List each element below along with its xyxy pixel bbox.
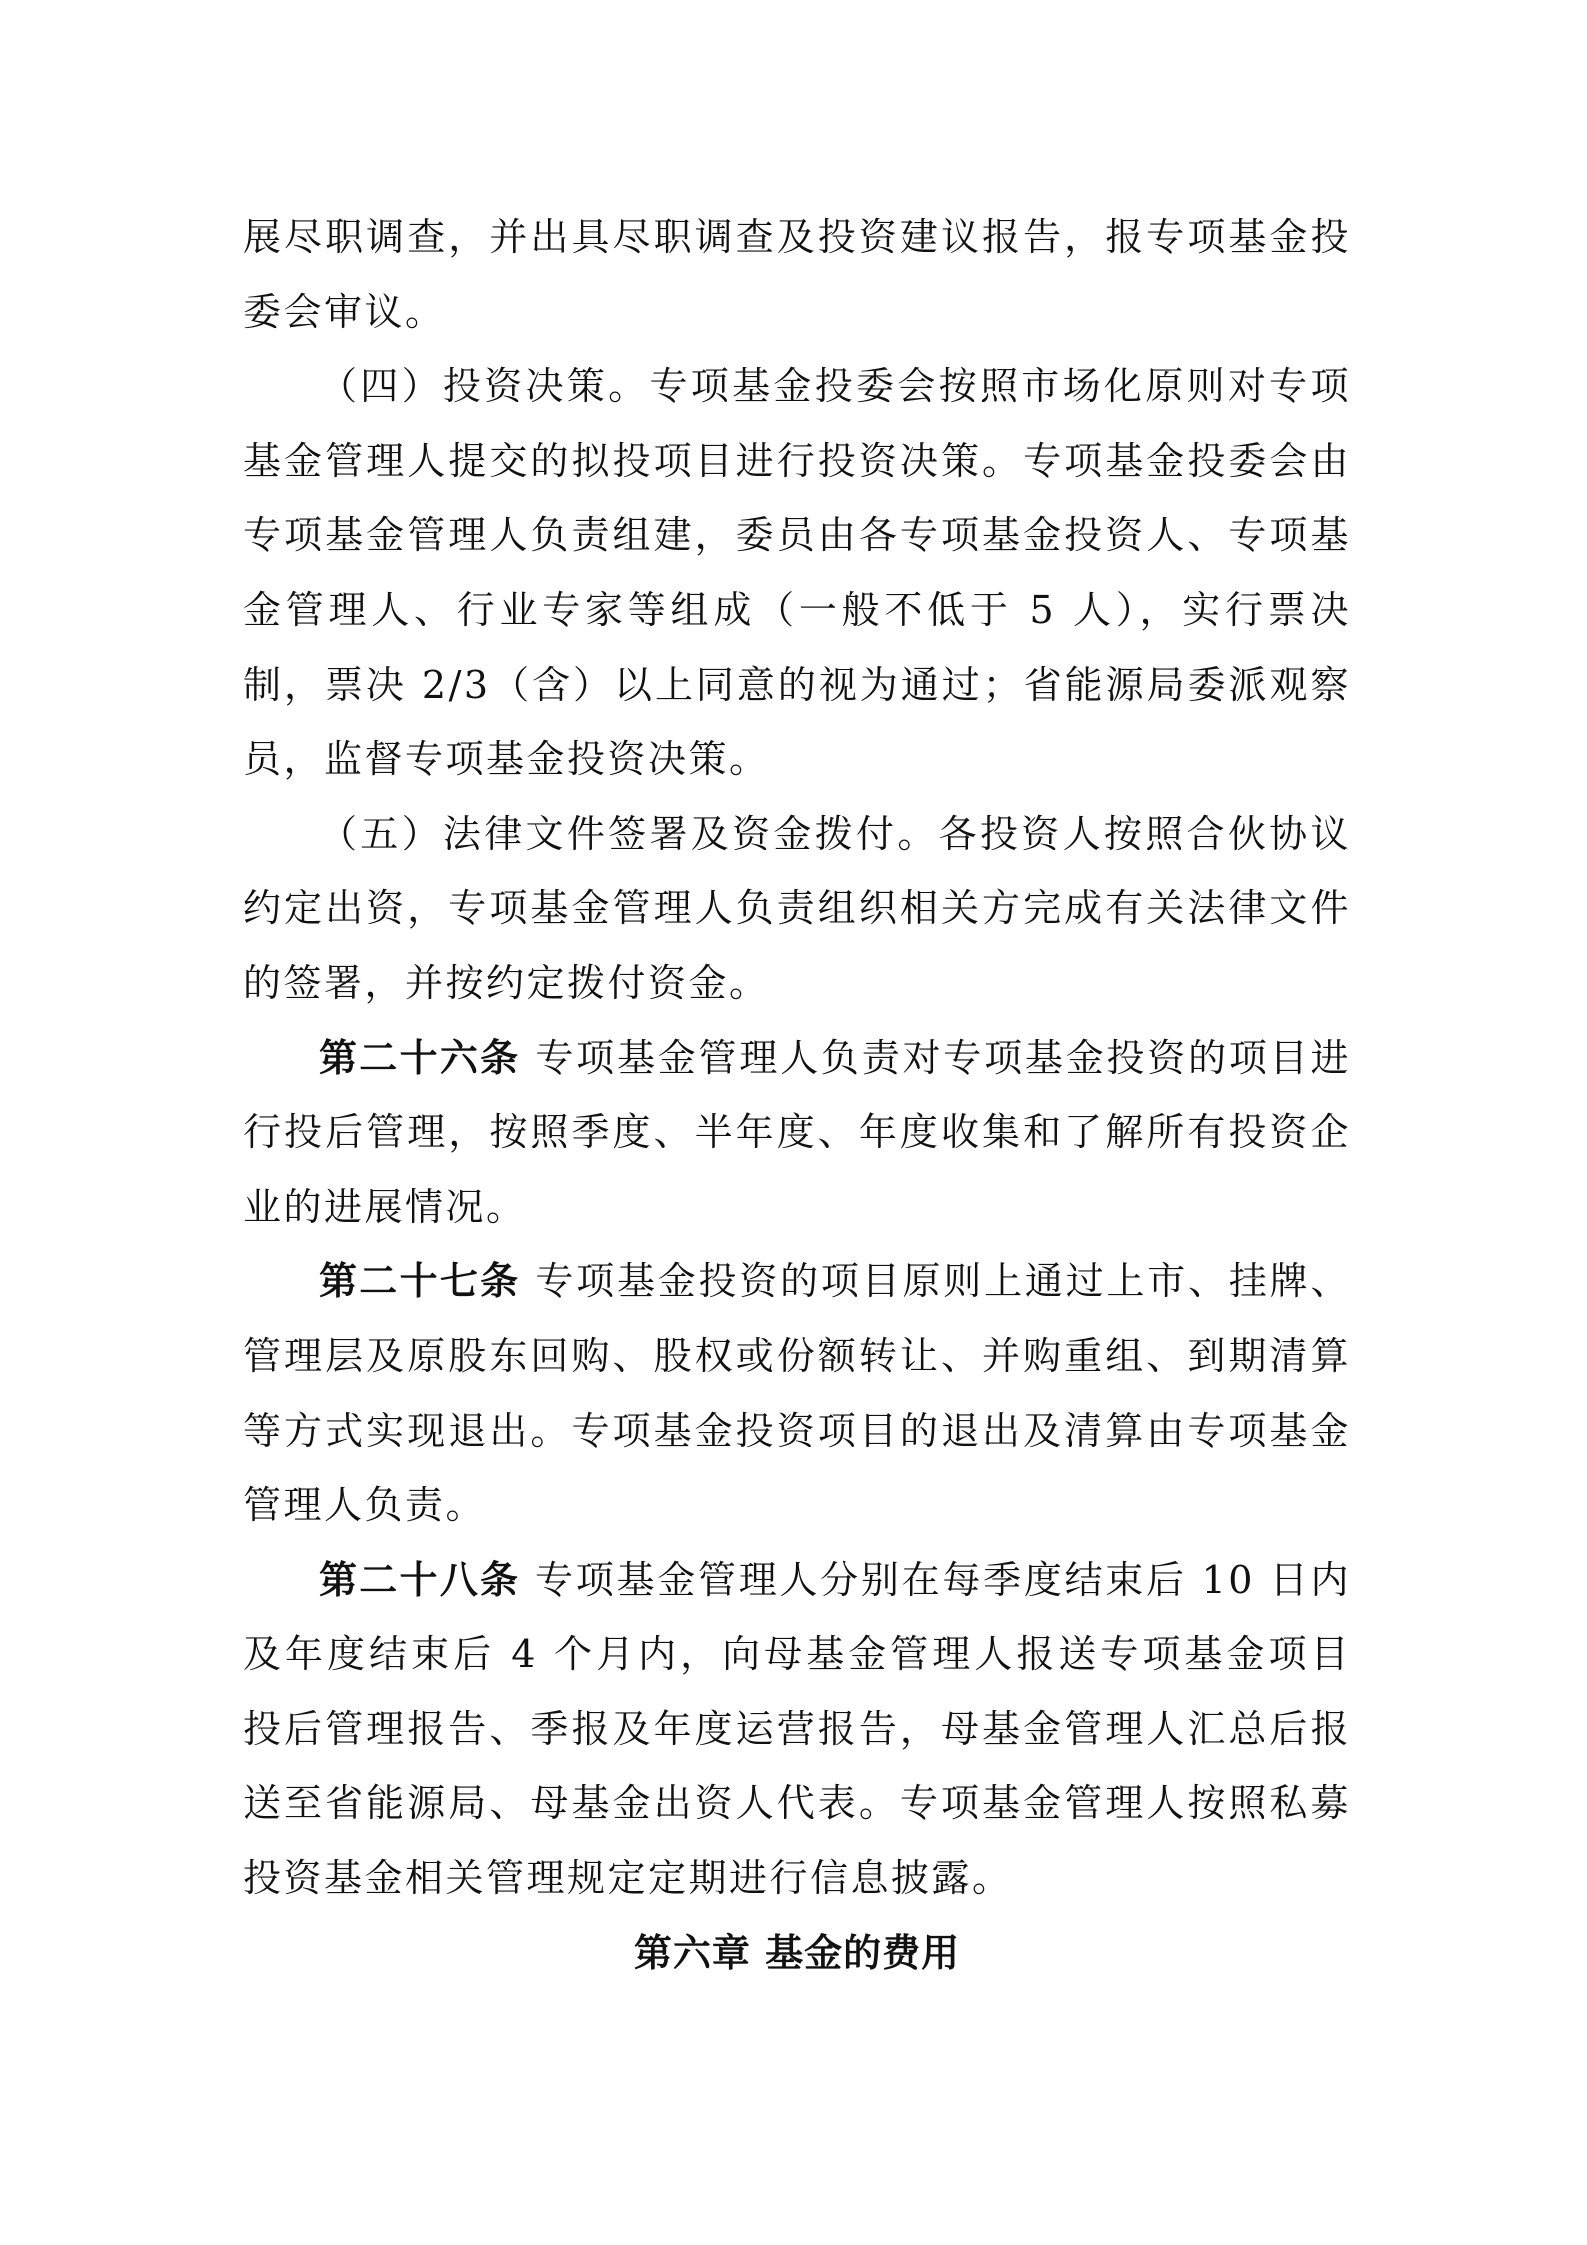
paragraph-text: （四）投资决策。专项基金投委会按照市场化原则对专项基金管理人提交的拟投项目进行投资决策。专项基金投委会由专项基金管理人负责组建，委员由各专项基金投资人、专项基金管理人、行业专家等组成（一般不低于 5 人），实行票决制，票决 2/3（含）以上同意的视为通过；省能源局委派观察员，监督专项基金投资决策。 (243, 364, 1351, 782)
chapter-title: 第六章 基金的费用 (633, 1930, 961, 1975)
article-27 (243, 1244, 1351, 1542)
paragraph-text: （五）法律文件签署及资金拨付。各投资人按照合伙协议约定出资，专项基金管理人负责组织相关方完成有关法律文件的签署，并按约定拨付资金。 (243, 811, 1351, 1005)
article-heading: 第二十六条 (319, 1035, 521, 1080)
document-body (243, 200, 1351, 1990)
article-text: 专项基金管理人分别在每季度结束后 10 日内及年度结束后 4 个月内，向母基金管理人报送专项基金项目投后管理报告、季报及年度运营报告，母基金管理人汇总后报送至省能源局、母基金出资人代表。专项基金管理人按照私募投资基金相关管理规定定期进行信息披露。 (243, 1557, 1351, 1901)
paragraph-legal-documents (243, 797, 1351, 1021)
article-text: 专项基金管理人负责对专项基金投资的项目进行投后管理，按照季度、半年度、年度收集和了解所有投资企业的进展情况。 (243, 1035, 1351, 1229)
article-heading: 第二十八条 (319, 1557, 521, 1602)
paragraph-investment-decision (243, 349, 1351, 797)
article-28 (243, 1543, 1351, 1916)
article-text: 专项基金投资的项目原则上通过上市、挂牌、管理层及原股东回购、股权或份额转让、并购重组、到期清算等方式实现退出。专项基金投资项目的退出及清算由专项基金管理人负责。 (243, 1259, 1351, 1528)
article-heading: 第二十七条 (319, 1259, 521, 1304)
article-26 (243, 1021, 1351, 1245)
paragraph-text: 展尽职调查，并出具尽职调查及投资建议报告，报专项基金投委会审议。 (243, 215, 1351, 334)
paragraph-continuation (243, 200, 1351, 349)
